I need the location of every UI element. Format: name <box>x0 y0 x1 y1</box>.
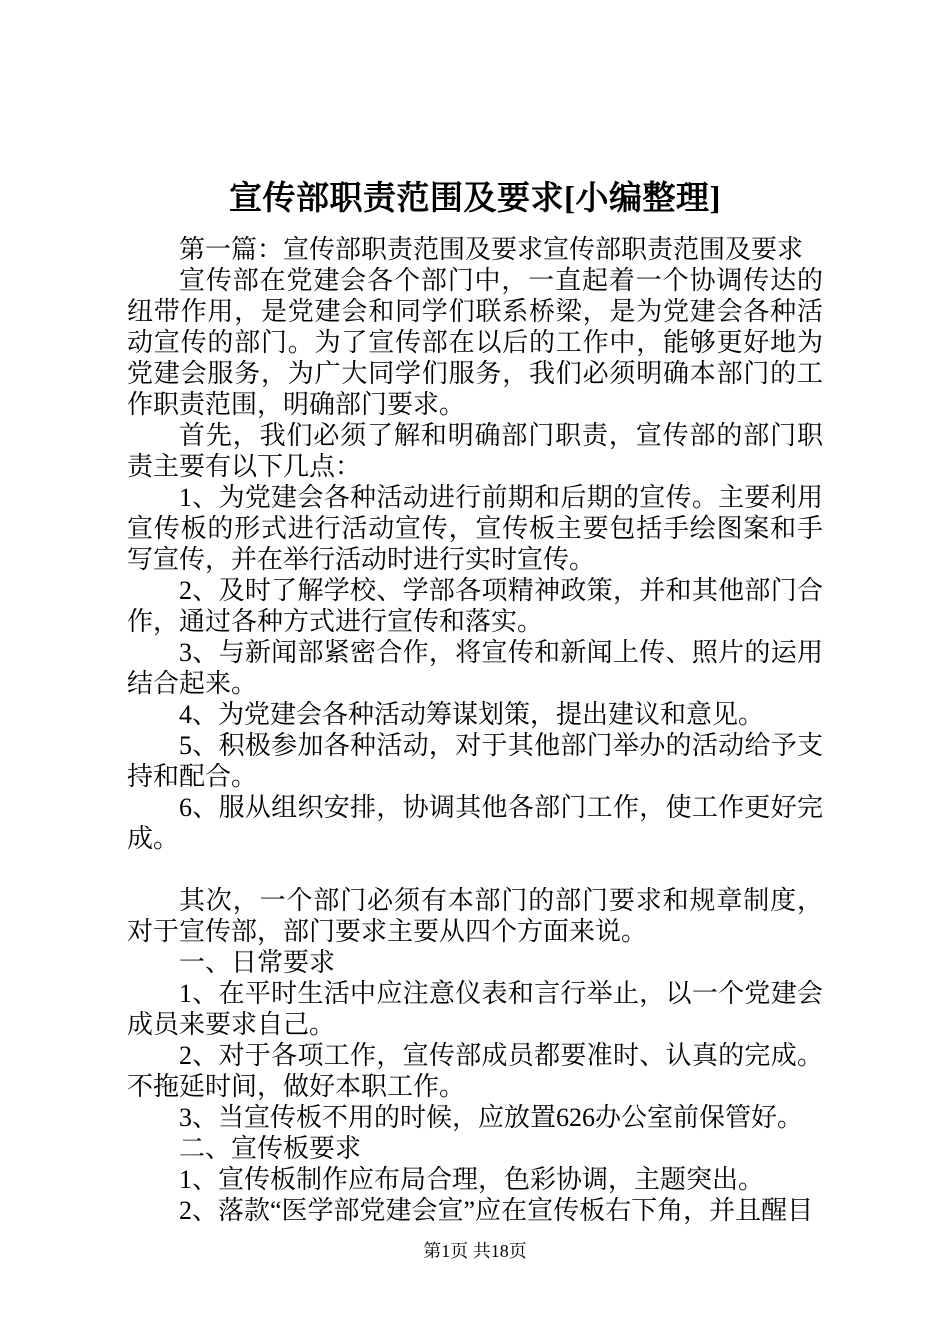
paragraph-duty-4: 4、为党建会各种活动筹谋划策，提出建议和意见。 <box>179 700 765 729</box>
paragraph-first-title: 第一篇：宣传部职责范围及要求宣传部职责范围及要求 <box>179 235 804 264</box>
document-body <box>127 234 823 1226</box>
paragraph-duty-6: 6、服从组织安排，协调其他各部门工作，使工作更好完成。 <box>127 793 823 853</box>
paragraph-blank <box>127 854 823 885</box>
paragraph-daily-1: 1、在平时生活中应注意仪表和言行举止，以一个党建会成员来要求自己。 <box>127 979 823 1039</box>
paragraph-section-board: 二、宣传板要求 <box>179 1134 362 1163</box>
paragraph-requirements-lead: 其次，一个部门必须有本部门的部门要求和规章制度，对于宣传部，部门要求主要从四个方面来说。 <box>127 886 823 946</box>
paragraph-duty-2: 2、及时了解学校、学部各项精神政策，并和其他部门合作，通过各种方式进行宣传和落实。 <box>127 576 823 636</box>
paragraph-intro: 宣传部在党建会各个部门中，一直起着一个协调传达的纽带作用，是党建会和同学们联系桥梁，是为党建会各种活动宣传的部门。为了宣传部在以后的工作中，能够更好地为党建会服务，为广大同学们服务，我们必须明确本部门的工作职责范围，明确部门要求。 <box>127 266 823 419</box>
paragraph-duty-5: 5、积极参加各种活动，对于其他部门举办的活动给予支持和配合。 <box>127 731 823 791</box>
paragraph-board-2: 2、落款“医学部党建会宣”应在宣传板右下角，并且醒目 <box>179 1196 814 1225</box>
page-number: 第1页 共18页 <box>423 1241 527 1261</box>
paragraph-daily-3: 3、当宣传板不用的时候，应放置626办公室前保管好。 <box>179 1103 804 1132</box>
paragraph-duty-3: 3、与新闻部紧密合作，将宣传和新闻上传、照片的运用结合起来。 <box>127 638 823 698</box>
document-title: 宣传部职责范围及要求[小编整理] <box>229 181 721 217</box>
paragraph-duty-1: 1、为党建会各种活动进行前期和后期的宣传。主要利用宣传板的形式进行活动宣传，宣传板主要包括手绘图案和手写宣传，并在举行活动时进行实时宣传。 <box>127 483 823 574</box>
paragraph-daily-2: 2、对于各项工作，宣传部成员都要准时、认真的完成。不拖延时间，做好本职工作。 <box>127 1041 823 1101</box>
paragraph-section-daily: 一、日常要求 <box>179 948 336 977</box>
paragraph-board-1: 1、宣传板制作应布局合理，色彩协调，主题突出。 <box>179 1165 765 1194</box>
paragraph-duties-lead: 首先，我们必须了解和明确部门职责，宣传部的部门职责主要有以下几点： <box>127 421 823 481</box>
